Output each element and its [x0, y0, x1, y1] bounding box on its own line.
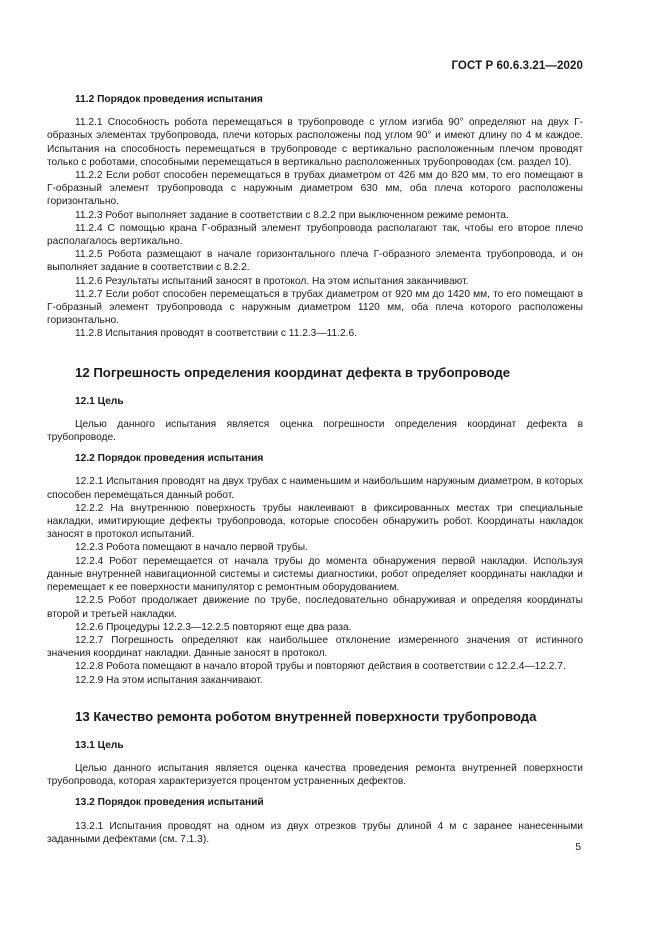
- subsection-heading-12-1: 12.1 Цель: [75, 395, 124, 407]
- section-heading-13: 13 Качество ремонта роботом внутренней поверхности трубопровода: [75, 708, 537, 724]
- paragraph-12-2-6: 12.2.6 Процедуры 12.2.3—12.2.5 повторяют еще два раза.: [75, 621, 352, 633]
- page-number: 5: [575, 842, 581, 853]
- paragraph-12-2-8: 12.2.8 Робота помещают в начало второй трубы и повторяют действия в соответствии с 12.2.4—12.2.7.: [75, 661, 566, 673]
- document-code-header: ГОСТ Р 60.6.3.21—2020: [451, 60, 583, 72]
- paragraph-12-2-5: 12.2.5 Робот продолжает движение по трубе, последовательно обнаруживая и определяя координаты второй и третьей накладки.: [47, 595, 583, 620]
- paragraph-11-2-5: 11.2.5 Робота размещают в начале горизонтального плеча Г-образного элемента трубопровода, и он выполняет задание в соответствии с 8.2.2.: [47, 249, 583, 274]
- paragraph-13-2-1: 13.2.1 Испытания проводят на одном из двух отрезков трубы длиной 4 м с заранее нанесенными заданными дефектами (см. 7.1.3).: [47, 820, 583, 845]
- paragraph-12-2-2: 12.2.2 На внутреннюю поверхность трубы наклеивают в фиксированных местах три специальные накладки, имитирующие дефекты трубопровода, которые способен обнаружить робот. Координаты накладок заносят в протокол испытаний.: [47, 502, 583, 541]
- section-heading-12: 12 Погрешность определения координат дефекта в трубопроводе: [75, 364, 511, 380]
- paragraph-11-2-2: 11.2.2 Если робот способен перемещаться в трубах диаметром от 426 мм до 820 мм, то его помещают в Г-образный элемент трубопровода с наружным диаметром 630 мм, оба плеча которого расположены горизонтально.: [47, 170, 583, 208]
- paragraph-11-2-6: 11.2.6 Результаты испытаний заносят в протокол. На этом испытания заканчивают.: [75, 275, 469, 287]
- paragraph-12-1: Целью данного испытания является оценка погрешности определения координат дефекта в трубопроводе.: [47, 418, 583, 444]
- paragraph-12-2-9: 12.2.9 На этом испытания заканчивают.: [75, 674, 263, 686]
- paragraph-11-2-7: 11.2.7 Если робот способен перемещаться в трубах диаметром от 920 мм до 1420 мм, то его помещают в Г-образный элемент трубопровода с наружным диаметром 1120 мм, оба плеча которого расположены горизонтально.: [47, 288, 583, 327]
- paragraph-11-2-8: 11.2.8 Испытания проводят в соответствии с 11.2.3—11.2.6.: [75, 328, 357, 340]
- subsection-heading-13-2: 13.2 Порядок проведения испытаний: [75, 797, 264, 809]
- paragraph-11-2-1: 11.2.1 Способность робота перемещаться в трубопроводе с углом изгиба 90° определяют на двух Г-образных элементах трубопровода, плечи которых расположены под углом 90° и имеют длину по 4 м каждое. Испытания на способность перемещаться в трубопроводе с вертикально расположенным плечом проводят только с роботами, способными перемещаться в вертикально расположенных трубопроводах (см. раздел 10).: [47, 117, 583, 168]
- subsection-heading-11-2: 11.2 Порядок проведения испытания: [75, 94, 263, 105]
- paragraph-11-2-3: 11.2.3 Робот выполняет задание в соответствии с 8.2.2 при выключенном режиме ремонта.: [75, 209, 509, 221]
- paragraph-11-2-4: 11.2.4 С помощью крана Г-образный элемент трубопровода располагают так, чтобы его второе плечо располагалось вертикально.: [47, 222, 583, 248]
- paragraph-12-2-4: 12.2.4 Робот перемещается от начала трубы до момента обнаружения первой накладки. Используя данные внутренней навигационной системы и системы диагностики, робот определяет координаты накладки и перемещает к ее поверхности манипулятор с ремонтным оборудованием.: [47, 555, 583, 594]
- subsection-heading-12-2: 12.2 Порядок проведения испытания: [75, 453, 264, 465]
- subsection-heading-13-1: 13.1 Цель: [75, 739, 124, 751]
- paragraph-13-1: Целью данного испытания является оценка качества проведения ремонта внутренней поверхности трубопровода, которая характеризуется процентом устраненных дефектов.: [47, 762, 583, 788]
- paragraph-12-2-3: 12.2.3 Робота помещают в начало первой трубы.: [75, 542, 308, 554]
- paragraph-12-2-7: 12.2.7 Погрешность определяют как наибольшее отклонение измеренного значения от истинного значения координат накладки. Данные заносят в протокол.: [47, 634, 583, 660]
- paragraph-12-2-1: 12.2.1 Испытания проводят на двух трубах с наименьшим и наибольшим наружным диаметром, в которых способен перемещаться данный робот.: [47, 476, 583, 501]
- document-body: [47, 93, 583, 846]
